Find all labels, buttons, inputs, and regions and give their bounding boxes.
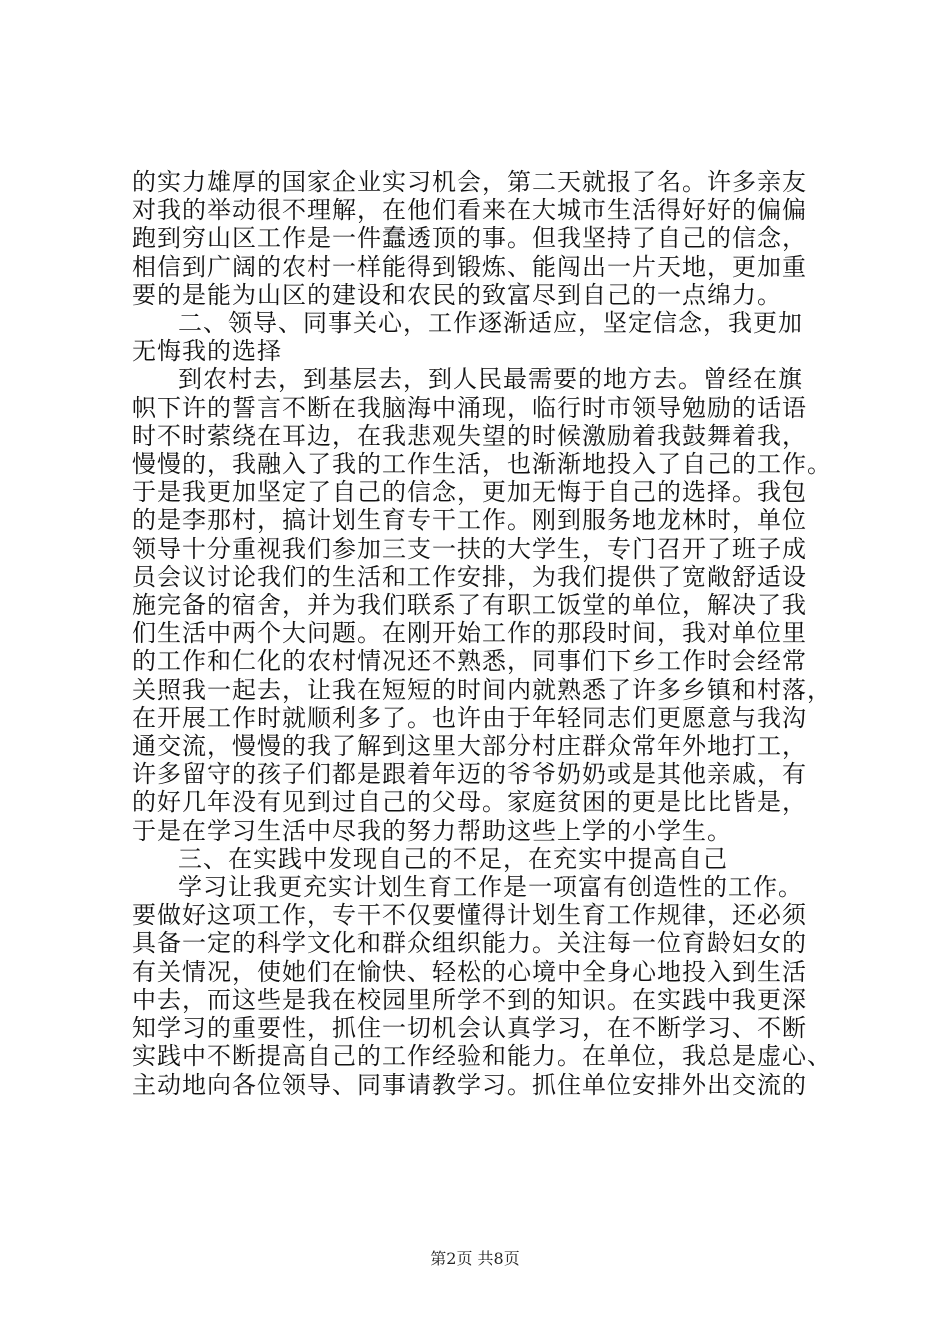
text-line: 知学习的重要性，抓住一切机会认真学习，在不断学习、不断 (132, 1014, 807, 1043)
text-line: 的好几年没有见到过自己的父母。家庭贫困的更是比比皆是， (132, 788, 807, 817)
text-line: 有关情况，使她们在愉快、轻松的心境中全身心地投入到生活 (132, 957, 807, 986)
text-line: 跑到穷山区工作是一件蠢透顶的事。但我坚持了自己的信念， (132, 224, 807, 253)
text-line: 关照我一起去，让我在短短的时间内就熟悉了许多乡镇和村落， (132, 675, 832, 704)
text-line: 们生活中两个大问题。在刚开始工作的那段时间，我对单位里 (132, 619, 807, 648)
paragraph-start: 学习让我更充实计划生育工作是一项富有创造性的工作。 (178, 873, 803, 902)
text-line: 施完备的宿舍，并为我们联系了有职工饭堂的单位，解决了我 (132, 591, 807, 620)
text-line: 的工作和仁化的农村情况还不熟悉，同事们下乡工作时会经常 (132, 647, 807, 676)
section-heading-continued: 无悔我的选择 (132, 337, 282, 366)
text-line: 具备一定的科学文化和群众组织能力。关注每一位育龄妇女的 (132, 929, 807, 958)
text-line: 慢慢的，我融入了我的工作生活，也渐渐地投入了自己的工作。 (132, 450, 832, 479)
text-line: 主动地向各位领导、同事请教学习。抓住单位安排外出交流的 (132, 1070, 807, 1099)
text-line: 要做好这项工作，专干不仅要懂得计划生育工作规律，还必须 (132, 901, 807, 930)
text-line: 员会议讨论我们的生活和工作安排，为我们提供了宽敞舒适设 (132, 562, 807, 591)
section-heading: 二、领导、同事关心，工作逐渐适应，坚定信念，我更加 (178, 309, 803, 338)
text-line: 于是在学习生活中尽我的努力帮助这些上学的小学生。 (132, 816, 732, 845)
text-line: 要的是能为山区的建设和农民的致富尽到自己的一点绵力。 (132, 280, 782, 309)
page-footer: 第2页 共8页 (430, 1249, 520, 1268)
text-line: 实践中不断提高自己的工作经验和能力。在单位，我总是虚心、 (132, 1042, 832, 1071)
text-line: 通交流，慢慢的我了解到这里大部分村庄群众常年外地打工， (132, 732, 807, 761)
text-line: 相信到广阔的农村一样能得到锻炼、能闯出一片天地，更加重 (132, 252, 807, 281)
text-line: 领导十分重视我们参加三支一扶的大学生，专门召开了班子成 (132, 534, 807, 563)
text-line: 对我的举动很不理解，在他们看来在大城市生活得好好的偏偏 (132, 196, 807, 225)
text-line: 中去，而这些是我在校园里所学不到的知识。在实践中我更深 (132, 985, 807, 1014)
text-line: 于是我更加坚定了自己的信念，更加无悔于自己的选择。我包 (132, 478, 807, 507)
section-heading: 三、在实践中发现自己的不足，在充实中提高自己 (178, 844, 728, 873)
text-line: 在开展工作时就顺利多了。也许由于年轻同志们更愿意与我沟 (132, 703, 807, 732)
text-line: 许多留守的孩子们都是跟着年迈的爷爷奶奶或是其他亲戚，有 (132, 760, 807, 789)
text-line: 的是李那村，搞计划生育专干工作。刚到服务地龙林时，单位 (132, 506, 807, 535)
text-line: 帜下许的誓言不断在我脑海中涌现，临行时市领导勉励的话语 (132, 393, 807, 422)
text-line: 的实力雄厚的国家企业实习机会，第二天就报了名。许多亲友 (132, 168, 807, 196)
paragraph-start: 到农村去，到基层去，到人民最需要的地方去。曾经在旗 (178, 365, 803, 394)
text-line: 时不时萦绕在耳边，在我悲观失望的时候激励着我鼓舞着我， (132, 421, 807, 450)
body-text (132, 168, 832, 1099)
